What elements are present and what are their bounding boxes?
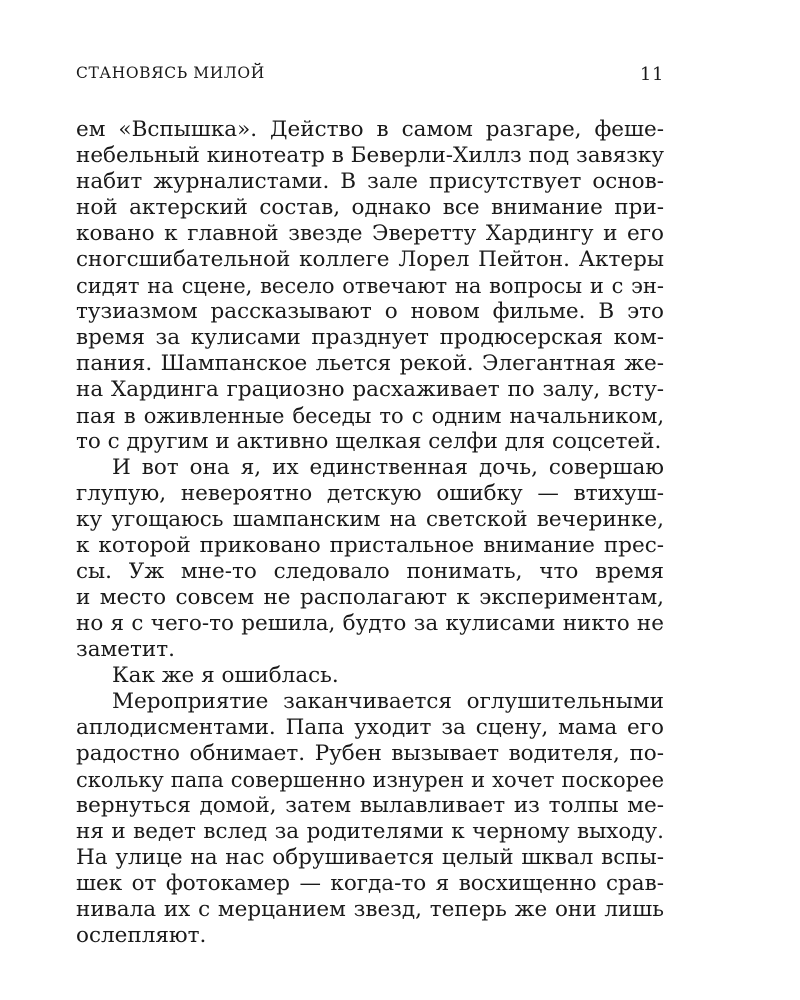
text-line: ной актерский состав, однако все внимание при-: [76, 195, 664, 220]
text-line: вернуться домой, затем вылавливает из толпы ме-: [76, 793, 664, 818]
text-line: на Хардинга грациозно расхаживает по залу, всту-: [76, 377, 664, 402]
text-line: заметит.: [76, 637, 175, 662]
running-header: [76, 64, 664, 86]
text-line: ослепляют.: [76, 923, 207, 948]
text-line: Как же я ошиблась.: [112, 663, 339, 688]
text-line: шек от фотокамер — когда-то я восхищенно срав-: [76, 871, 664, 896]
text-line: то с другим и активно щелкая селфи для соцсетей.: [76, 429, 662, 454]
text-line: тузиазмом рассказывают о новом фильме. В это: [76, 299, 664, 324]
text-line: ня и ведет вслед за родителями к черному выходу.: [76, 819, 664, 844]
running-title: СТАНОВЯСЬ МИЛОЙ: [76, 64, 265, 82]
page-number: 11: [639, 64, 664, 85]
text-line: ку угощаюсь шампанским на светской вечеринке,: [76, 507, 664, 532]
text-line: ем «Вспышка». Действо в самом разгаре, феше-: [76, 117, 664, 142]
text-line: ковано к главной звезде Эверетту Хардингу и его: [76, 221, 664, 246]
text-line: На улице на нас обрушивается целый шквал вспы-: [76, 845, 664, 870]
text-line: радостно обнимает. Рубен вызывает водителя, по-: [76, 741, 664, 766]
text-line: аплодисментами. Папа уходит за сцену, мама его: [76, 715, 664, 740]
text-line: время за кулисами празднует продюсерская ком-: [76, 325, 664, 350]
text-line: сногсшибательной коллеге Лорел Пейтон. Актеры: [76, 247, 664, 272]
text-line: нивала их с мерцанием звезд, теперь же они лишь: [76, 897, 664, 922]
text-line: и место совсем не располагают к экспериментам,: [76, 585, 664, 610]
text-line: сидят на сцене, весело отвечают на вопросы и с эн-: [76, 274, 664, 298]
text-line: сы. Уж мне-то следовало понимать, что время: [76, 559, 664, 584]
text-line: набит журналистами. В зале присутствует основ-: [76, 169, 664, 194]
text-line: пания. Шампанское льется рекой. Элегантная же-: [76, 351, 664, 376]
text-line: небельный кинотеатр в Беверли-Хиллз под завязку: [76, 143, 664, 168]
text-line: скольку папа совершенно изнурен и хочет поскорее: [76, 768, 664, 792]
text-line: Мероприятие заканчивается оглушительными: [112, 689, 664, 714]
text-line: но я с чего-то решила, будто за кулисами никто не: [76, 611, 664, 636]
text-line: глупую, невероятно детскую ошибку — втихуш-: [76, 481, 664, 506]
text-line: пая в оживленные беседы то с одним начальником,: [76, 404, 664, 428]
text-line: И вот она я, их единственная дочь, совершаю: [112, 455, 664, 480]
text-line: к которой приковано пристальное внимание прес-: [76, 533, 664, 558]
